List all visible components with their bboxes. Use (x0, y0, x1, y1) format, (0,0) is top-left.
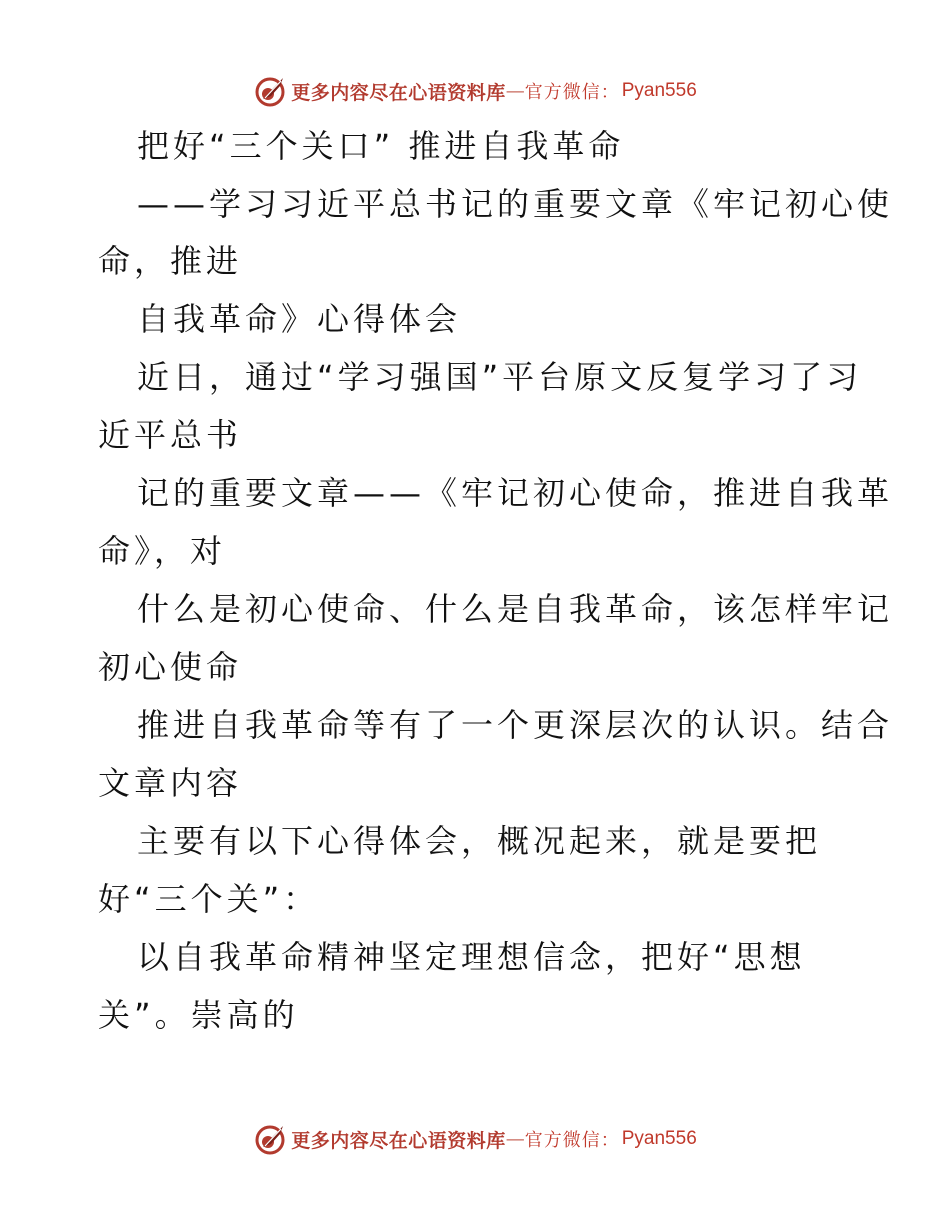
paragraph-line: 什么是初心使命、什么是自我革命，该怎样牢记 (137, 590, 894, 628)
paragraph-line: 主要有以下心得体会，概况起来，就是要把 (137, 822, 822, 860)
paragraph-line: 好“三个关”： (98, 880, 320, 918)
quill-logo-icon (253, 74, 287, 108)
document-subtitle-cont: 命，推进 (98, 242, 243, 280)
paragraph-line: 近平总书 (98, 416, 243, 454)
paragraph-line: 以自我革命精神坚定理想信念，把好“思想 (137, 938, 806, 976)
banner-wechat-label: 官方微信： (524, 1130, 620, 1151)
paragraph-line: 推进自我革命等有了一个更深层次的认识。结合 (137, 706, 894, 744)
banner-wechat-label: 官方微信： (524, 82, 620, 103)
banner-wechat-id: Pyan556 (621, 80, 697, 101)
document-subtitle-end: 自我革命》心得体会 (137, 300, 462, 338)
document-title: 把好“三个关口” 推进自我革命 (137, 127, 625, 165)
banner-wechat-id: Pyan556 (621, 1128, 697, 1149)
paragraph-line: 近日，通过“学习强国”平台原文反复学习了习 (137, 358, 863, 396)
banner-dash: — (505, 1128, 525, 1150)
quill-logo-icon (253, 1122, 287, 1156)
paragraph-line: 关”。崇高的 (98, 996, 299, 1034)
banner-title: 更多内容尽在心语资料库 (291, 1129, 506, 1152)
paragraph-line: 文章内容 (98, 764, 243, 802)
footer-banner (0, 1119, 950, 1159)
paragraph-line: 初心使命 (98, 648, 243, 686)
banner-dash: — (505, 80, 525, 102)
header-banner (0, 71, 950, 111)
banner-title: 更多内容尽在心语资料库 (291, 81, 506, 104)
document-subtitle: ——学习习近平总书记的重要文章《牢记初心使 (137, 185, 894, 223)
paragraph-line: 记的重要文章——《牢记初心使命，推进自我革 (137, 474, 894, 512)
paragraph-line: 命》，对 (98, 532, 227, 570)
